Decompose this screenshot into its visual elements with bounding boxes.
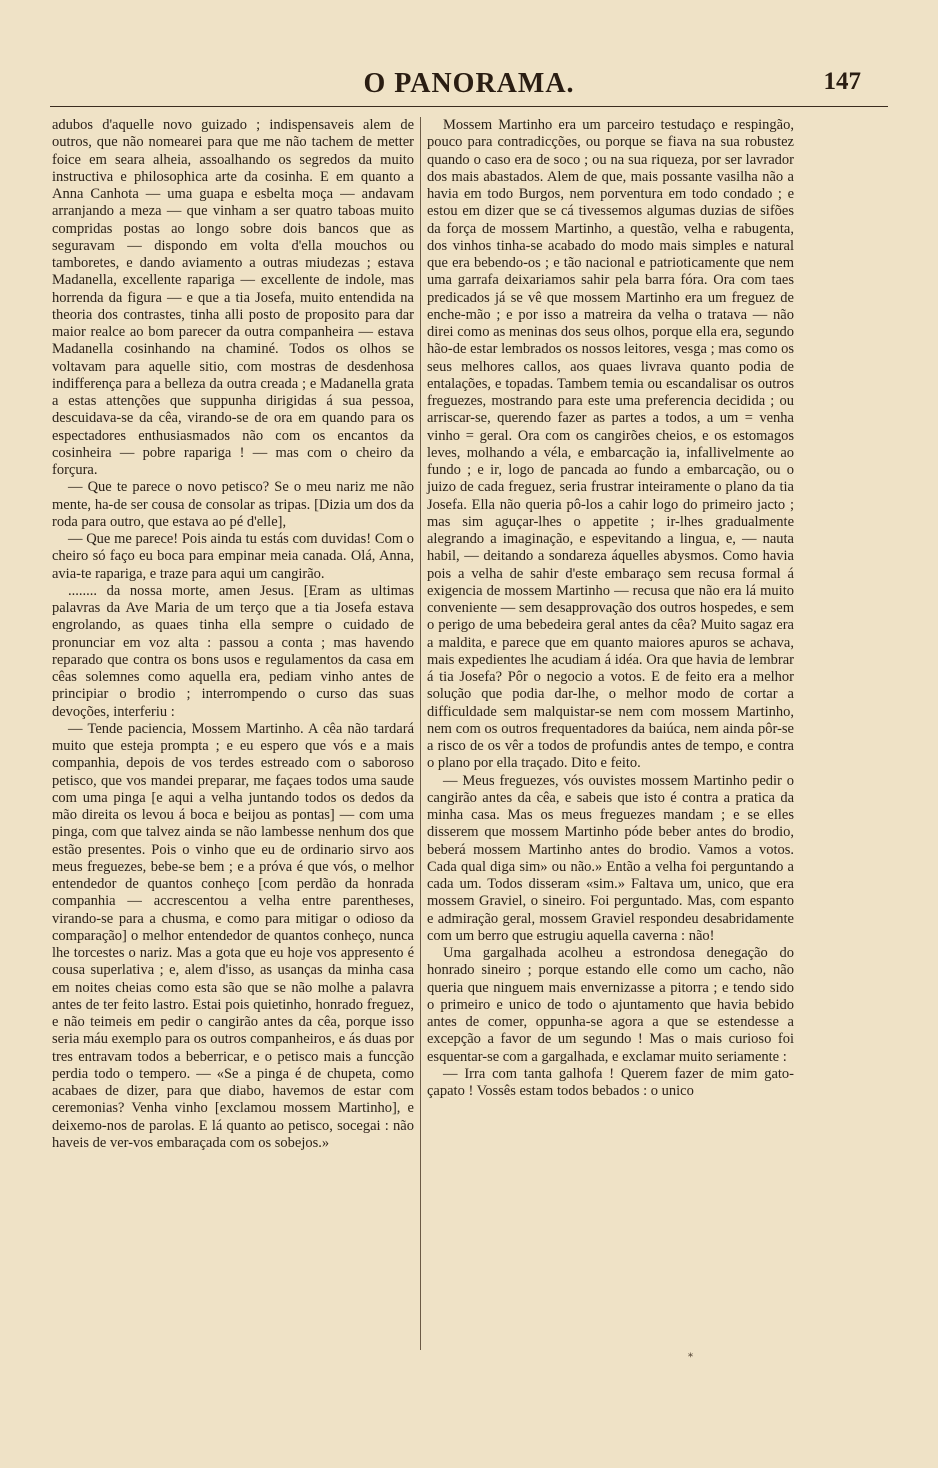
header-rule (50, 106, 888, 107)
right-column (427, 117, 794, 1100)
paragraph: Mossem Martinho era um parceiro testudaço e respingão, pouco para contradicções, ou porque se fiava na sua robustez quando o caso era de soco ; ou na sua riqueza, por ser lavrador dos mais abastados. Alem de que, mais possante vasilha não a havia em todo Burgos, nem porventura em todo condado ; e estou em dizer que se cá tivessemos algumas duzias de sifões da força de mossem Martinho, a questão, velha e rabugenta, dos vinhos tinha-se acabado do modo mais simples e natural que era bebendo-os ; e tão nacional e patrioticamente que nem uma garrafa deixariamos sahir pela barra fóra. Ora com taes predicados já se vê que mossem Martinho era um freguez de enche-mão ; e por isso a matreira da velha o tratava — não direi como as meninas dos seus olhos, porque ella era, segundo hão-de estar lembrados os nossos leitores, vesga ; mas como os seus melhores callos, aos quaes livrava quanto podia de entalações, e topadas. Tambem temia ou escandalisar os outros freguezes, mostrando para este uma preferencia decidida ; ou arriscar-se, querendo fazer as partes a todos, a um = venha vinho = geral. Ora com os cangirões cheios, e os estomagos leves, molhando a véla, e embarcação ia, infallivelmente ao fundo ; e ir, logo de pancada ao fundo a embarcação, ou o juizo de cada freguez, seria frustrar inteiramente o plano da tia Josefa. Ella não queria pô-los a cahir logo do primeiro jacto ; mas sim aguçar-lhes o appetite ; ir-lhes gradualmente alegrando a imaginação, e espevitando a lingua, e, — nauta habil, — deitando a sondareza áquelles abysmos. Como havia pois a velha de sahir d'este embaraço sem recusa formal á exigencia de mossem Martinho — recusa que não era lá muito conveniente — sem desapprovação dos outros hospedes, e sem o perigo de uma bebedeira geral antes da cêa? Muito sagaz era a maldita, e parece que em quanto maiores apuros se achava, mais expedientes lhe acudiam á idéa. Ora que havia de lembrar á tia Josefa? Pôr o negocio a votos. E de feito era a melhor solução que podia dar-lhe, o melhor modo de cortar a difficuldade sem malquistar-se nem com mossem Martinho, nem com os outros frequentadores da baiúca, nem ainda pôr-se a risco de os vêr a todos de profundis antes de tempo, e contra o plano por ella traçado. Dito e feito. (427, 117, 794, 772)
masthead (0, 68, 938, 108)
paragraph: adubos d'aquelle novo guizado ; indispensaveis alem de outros, que não nomearei para que me não tachem de metter foice em seara alheia, assoalhando os segredos da muito instructiva e philosophica arte da cosinha. E em quanto a Anna Canhota — uma guapa e esbelta moça — andavam arranjando a meza — que vinham a ser quatro taboas muito compridas postas ao longo sobre dois bancos que as seguravam — dispondo em volta d'ella mouchos ou tamboretes, e dando aviamento a outras miudezas ; estava Madanella, excellente rapariga — excellente de indole, mas horrenda da figura — e que a tia Josefa, muito entendida na theoria dos contrastes, tinha alli posto de proposito para dar maior realce ao bom parecer da outra companheira — estava Madanella cosinhando na chaminé. Todos os olhos se voltavam para aquelle sitio, com mostras de desdenhosa indifferença para a belleza da outra creada ; e Madanella grata a estas attenções que suppunha dirigidas á sua pessoa, descuidava-se da cêa, virando-se de ora em quando para os espectadores enthusiasmados não com os encantos da cosinheira — pobre rapariga ! — mas com o cheiro da forçura. (52, 117, 414, 478)
paragraph: — Que me parece! Pois ainda tu estás com duvidas! Com o cheiro só faço eu boca para empinar meia canada. Olá, Anna, avia-te rapariga, e traze para aqui um cangirão. (52, 531, 414, 582)
paragraph: — Tende paciencia, Mossem Martinho. A cêa não tardará muito que esteja prompta ; e eu espero que vós e a mais companhia, depois de vos terdes estreado com o saboroso petisco, que vos mandei preparar, me façaes todos uma saude com uma pinga [e aqui a velha juntando todos os dedos da mão direita os levou á boca e beijou as pontas] — com uma pinga, com que talvez ainda se não lambesse nenhum dos que estão presentes. Pois o vinho que eu de ordinario sirvo aos meus freguezes, bebe-se bem ; e a próva é que vós, o melhor entendedor de quantos conheço [com perdão da honrada companhia — accrescentou a velha entre parentheses, virando-se para a chusma, e como para mitigar o odioso da comparação] o melhor entendedor de quantos conheço, nunca lhe torcestes o nariz. Mas a gota que eu hoje vos appresento é cousa superlativa ; e, alem d'isso, as usanças da minha casa em noites cheias como esta são que se não molhe a palavra antes de ter feito lastro. Estai pois quietinho, honrado freguez, e não teimeis em pedir o cangirão antes da cêa, porque isso seria máu exemplo para os outros companheiros, e ás duas por tres entravam todos a beberricar, e o petisco mais a funcção perdia todo o tempero. — «Se a pinga é de chupeta, como acabaes de dizer, para que diabo, havemos de estar com ceremonias? Venha vinho [exclamou mossem Martinho], e deixemo-nos de parolas. E lá quanto ao petisco, socegai : não haveis de ver-vos embaraçada com os sobejos.» (52, 720, 414, 1151)
paragraph: — Irra com tanta galhofa ! Querem fazer de mim gato-çapato ! Vossês estam todos bebados : o unico (427, 1065, 794, 1099)
column-divider (420, 117, 421, 1350)
page-title: O PANORAMA. (363, 68, 575, 99)
paragraph: — Que te parece o novo petisco? Se o meu nariz me não mente, ha-de ser cousa de consolar as tripas. [Dizia um dos da roda para outro, que estava ao pé d'elle], (52, 479, 414, 530)
page-number: 147 (823, 68, 861, 95)
left-column (52, 117, 414, 1152)
paragraph: — Meus freguezes, vós ouvistes mossem Martinho pedir o cangirão antes da cêa, e sabeis que isto é contra a pratica da minha casa. Mas os meus freguezes mandam ; e se elles disserem que mossem Martinho póde beber antes do brodio, beberá mossem Martinho antes do brodio. Vamos a votos. Cada qual diga sim» ou não.» Então a velha foi perguntando a cada um. Todos disseram «sim.» Faltava um, unico, que era mossem Graviel, o sineiro. Foi perguntado. Mas, com espanto e admiração geral, mossem Graviel respondeu desabridamente com um berro que estrugiu aquella caverna : não! (427, 772, 794, 944)
paragraph: ........ da nossa morte, amen Jesus. [Eram as ultimas palavras da Ave Maria de um terço que a tia Josefa estava engrolando, as quaes tinha ella sempre o cuidado de pronunciar em voz alta : passou a conta ; mas havendo reparado que contra os bons usos e regulamentos da casa em cêas solemnes como aquella era, pediam vinho antes de principiar o brodio ; interrompendo o curso das suas devoções, interferiu : (52, 582, 414, 720)
signature-mark: * (688, 1352, 693, 1363)
paragraph: Uma gargalhada acolheu a estrondosa denegação do honrado sineiro ; porque estando elle como um cacho, não queria que ninguem mais envernizasse a pitorra ; e tendo sido o primeiro e unico de todo o ajuntamento que havia bebido antes de comer, oppunha-se agora a que se estendesse a excepção a favor de um segundo ! Mas o mais curioso foi esquentar-se com a gargalhada, e exclamar muito seriamente : (427, 945, 794, 1065)
